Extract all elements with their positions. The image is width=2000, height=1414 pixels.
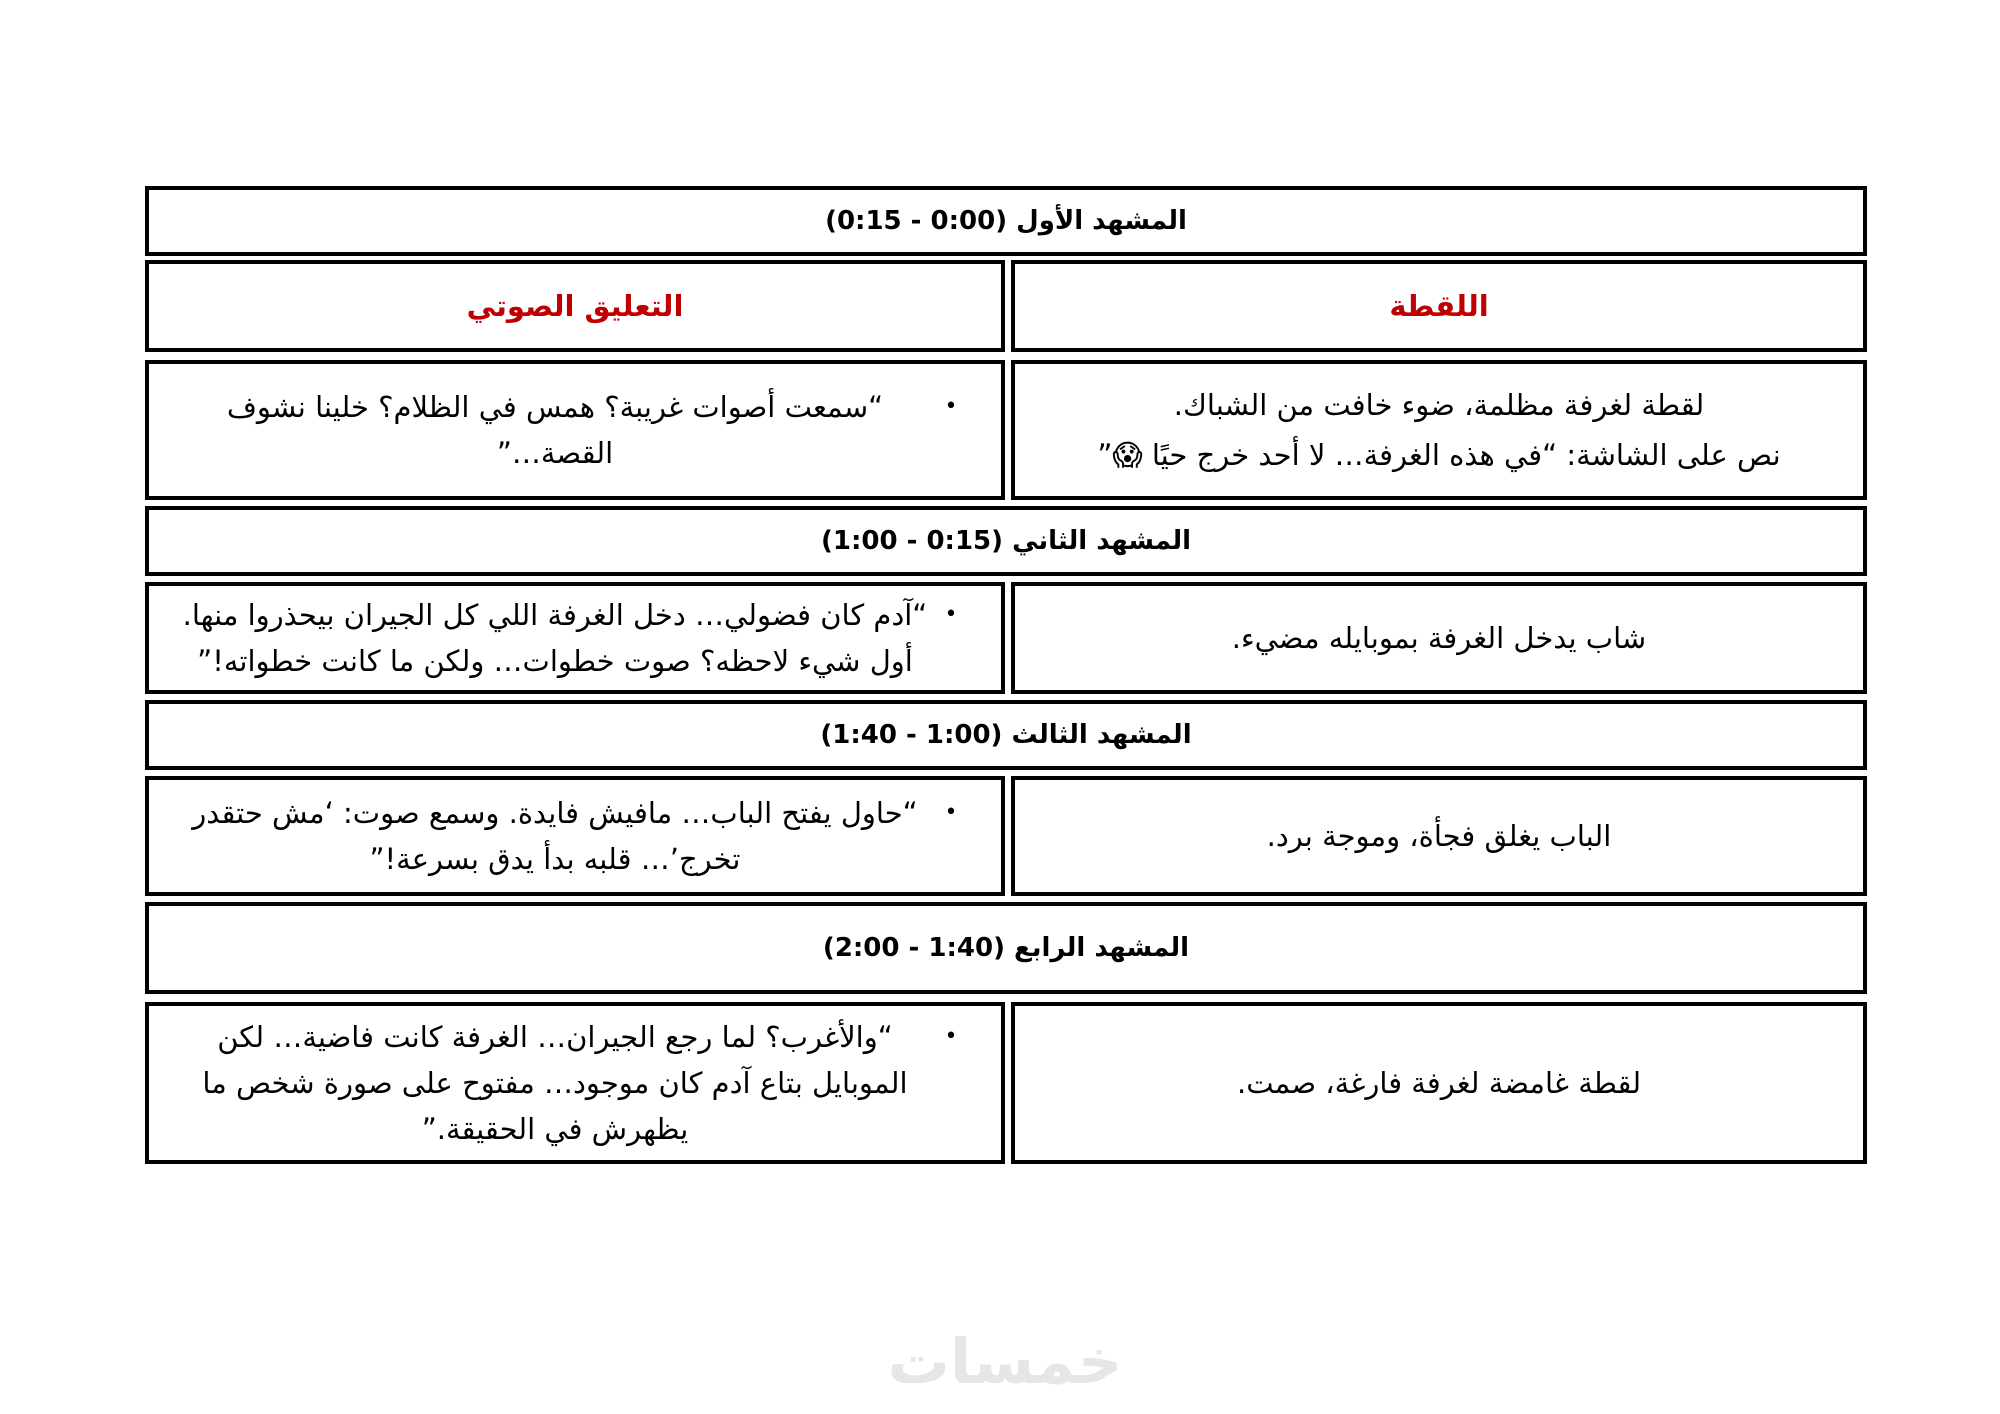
shot-column-header-text: اللقطة	[1389, 289, 1489, 323]
scene-4-title	[145, 902, 1867, 994]
scene-1-voiceover-item	[149, 384, 1001, 476]
bullet-icon: •	[944, 394, 958, 419]
scene-3-shot	[1011, 776, 1867, 896]
scene-1-voiceover-text: “سمعت أصوات غريبة؟ همس في الظلام؟ خلينا نشوف القصة…”	[226, 390, 884, 470]
scene-1-title-text: المشهد الأول (0:00 - 0:15)	[825, 206, 1187, 236]
scene-3-shot-line-1: الباب يغلق فجأة، وموجة برد.	[1266, 819, 1612, 853]
bullet-icon: •	[944, 602, 958, 627]
shot-column-header	[1011, 260, 1867, 352]
scene-1-shot-line-2: نص على الشاشة: “في هذه الغرفة… لا أحد خرج حيًا 😱”	[1097, 438, 1781, 472]
scene-3-voiceover-item	[149, 790, 1001, 882]
scene-3-voiceover-text: “حاول يفتح الباب… مافيش فايدة. وسمع صوت: ‘مش حتقدر تخرج’… قلبه بدأ يدق بسرعة!”	[192, 796, 918, 876]
voiceover-column-header-text: التعليق الصوتي	[466, 289, 684, 323]
scene-1-voiceover	[145, 360, 1005, 500]
voiceover-column-header	[145, 260, 1005, 352]
bullet-icon: •	[944, 800, 958, 825]
scene-2-title	[145, 506, 1867, 576]
scene-4-voiceover-text: “والأغرب؟ لما رجع الجيران… الغرفة كانت فاضية… لكن الموبايل بتاع آدم كان موجود… مفتوح على صورة شخص ما يظهرش في الحقيقة.”	[202, 1020, 908, 1146]
scene-2-shot	[1011, 582, 1867, 694]
bullet-icon: •	[944, 1024, 958, 1049]
scene-1-shot	[1011, 360, 1867, 500]
scene-2-voiceover	[145, 582, 1005, 694]
scene-3-voiceover	[145, 776, 1005, 896]
scene-2-title-text: المشهد الثاني (0:15 - 1:00)	[821, 526, 1191, 556]
scene-2-voiceover-item	[149, 592, 1001, 684]
scene-1-shot-line-1: لقطة لغرفة مظلمة، ضوء خافت من الشباك.	[1173, 388, 1705, 422]
scene-4-voiceover-item	[149, 1014, 1001, 1152]
scene-2-shot-line-1: شاب يدخل الغرفة بموبايله مضيء.	[1231, 621, 1647, 655]
scene-4-shot-line-1: لقطة غامضة لغرفة فارغة، صمت.	[1236, 1066, 1642, 1100]
scene-2-voiceover-text: “آدم كان فضولي… دخل الغرفة اللي كل الجيران بيحذروا منها. أول شيء لاحظه؟ صوت خطوات… ولكن ما كانت خطواته!”	[182, 598, 928, 678]
khamsat-watermark-logo: خمسات	[887, 1325, 1123, 1398]
scene-4-shot	[1011, 1002, 1867, 1164]
scene-4-voiceover	[145, 1002, 1005, 1164]
scene-4-title-text: المشهد الرابع (1:40 - 2:00)	[822, 933, 1190, 963]
scene-3-title-text: المشهد الثالث (1:00 - 1:40)	[820, 720, 1192, 750]
scene-1-title	[145, 186, 1867, 256]
scene-3-title	[145, 700, 1867, 770]
